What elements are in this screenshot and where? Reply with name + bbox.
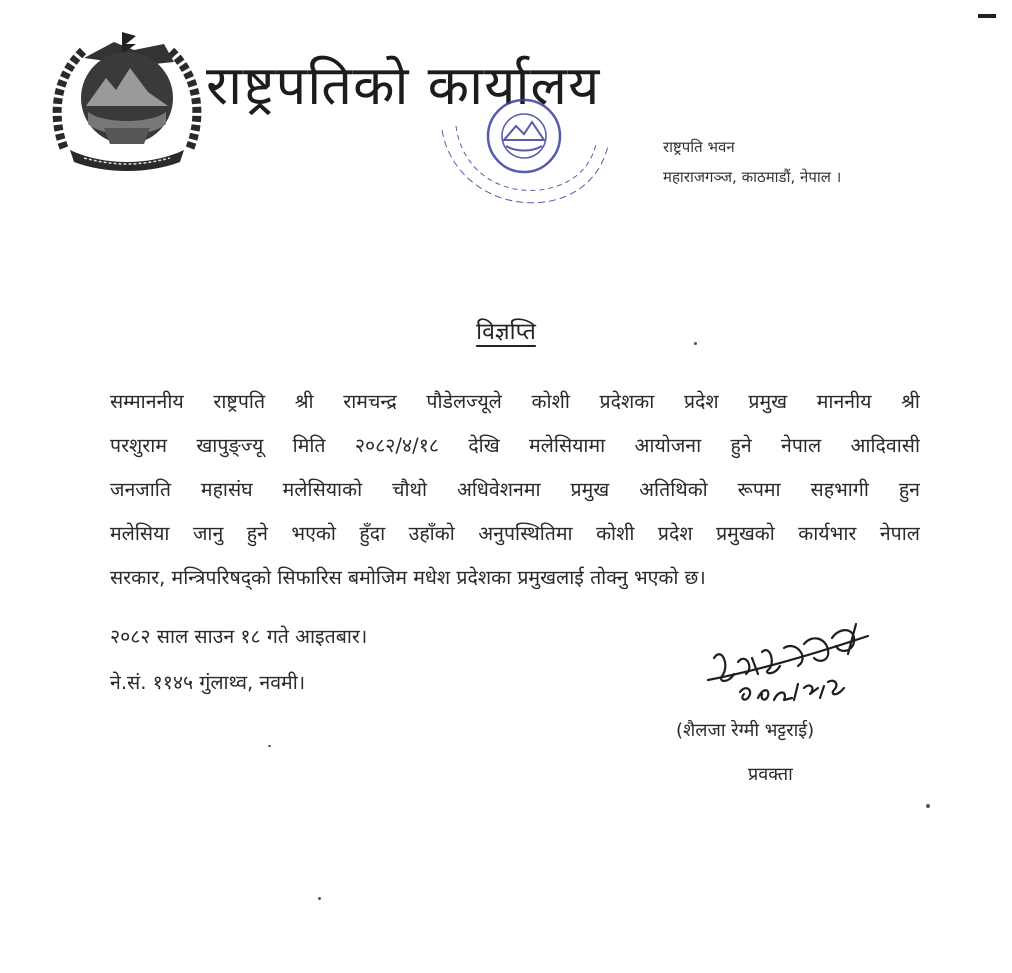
handwritten-signature-icon [700, 618, 876, 710]
body-line: सरकार, मन्त्रिपरिषद्को सिफारिस बमोजिम मधेश प्रदेशका प्रमुखलाई तोक्नु भएको छ। [110, 566, 706, 589]
notice-heading: विज्ञप्ति [476, 319, 536, 345]
office-title: राष्ट्रपतिको कार्यालय [206, 54, 601, 117]
office-address [663, 132, 841, 192]
scan-speck [268, 745, 271, 747]
scan-speck [694, 342, 697, 345]
body-line: सम्माननीय राष्ट्रपति श्री रामचन्द्र पौडेलज्यूले कोशी प्रदेशका प्रदेश प्रमुख माननीय श्री [110, 390, 920, 413]
notice-body [110, 380, 920, 600]
body-line: परशुराम खापुङ्ज्यू मिति २०८२/४/१८ देखि मलेसियामा आयोजना हुने नेपाल आदिवासी [110, 434, 920, 457]
signer-designation: प्रवक्ता [748, 764, 793, 785]
body-line: मलेसिया जानु हुने भएको हुँदा उहाँको अनुपस्थितिमा कोशी प्रदेश प्रमुखको कार्यभार नेपाल [110, 522, 920, 545]
scan-speck [318, 897, 321, 900]
corner-mark [978, 14, 996, 18]
date-nepal-sambat: ने.सं. ११४५ गुंलाथ्व, नवमी। [110, 671, 306, 694]
nepal-emblem-icon [44, 28, 210, 174]
body-line: जनजाति महासंघ मलेसियाको चौथो अधिवेशनमा प्रमुख अतिथिको रूपमा सहभागी हुन [110, 478, 920, 501]
address-line-2: महाराजगञ्ज, काठमाडौं, नेपाल । [663, 168, 842, 186]
scan-speck [926, 804, 930, 808]
date-bikram-sambat: २०८२ साल साउन १८ गते आइतबार। [110, 625, 368, 648]
address-line-1: राष्ट्रपति भवन [663, 138, 735, 156]
signer-name: (शैलजा रेग्मी भट्टराई) [676, 720, 815, 741]
office-seal-stamp-icon [436, 86, 612, 214]
